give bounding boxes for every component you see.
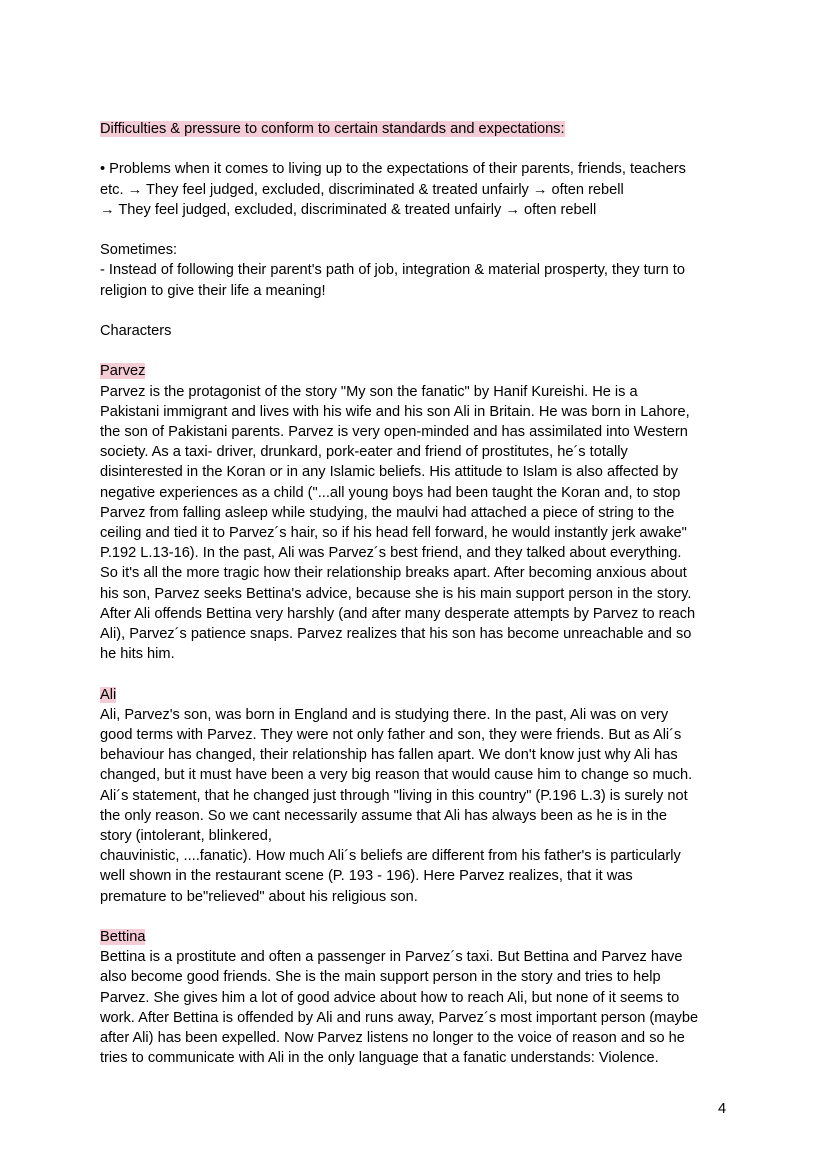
blank-line — [100, 220, 740, 240]
text-line: Bettina is a prostitute and often a passenger in Parvez´s taxi. But Bettina and Parvez have — [100, 949, 683, 966]
character-heading-ali — [100, 685, 740, 705]
blank-line — [100, 301, 740, 321]
text-line: also become good friends. She is the main support person in the story and tries to help — [100, 969, 661, 986]
text-line: tries to communicate with Ali in the only language that a fanatic understands: Violence. — [100, 1050, 659, 1067]
text-line: Parvez from falling asleep while studying, the maulvi had attached a piece of string to the — [100, 504, 675, 521]
character-section-ali — [100, 685, 740, 907]
text-line: → They feel judged, excluded, discriminated & treated unfairly → often rebell — [100, 201, 597, 218]
sometimes-paragraph — [100, 240, 740, 301]
text-line: Ali´s statement, that he changed just through "living in this country" (P.196 L.3) is surely not — [100, 787, 688, 804]
text-line: - Instead of following their parent's path of job, integration & material prosperty, they turn to — [100, 262, 685, 279]
text-line: he hits him. — [100, 646, 175, 663]
text-line: society. As a taxi- driver, drunkard, pork-eater and friend of prostitutes, he´s totally — [100, 444, 628, 461]
text-line: religion to give their life a meaning! — [100, 282, 326, 299]
document-body — [100, 119, 740, 1068]
text-line: Ali, Parvez's son, was born in England and is studying there. In the past, Ali was on very — [100, 706, 669, 723]
text-line: Parvez. She gives him a lot of good advice about how to reach Ali, but none of it seems to — [100, 989, 680, 1006]
character-heading-bettina — [100, 927, 740, 947]
highlighted-heading: Difficulties & pressure to conform to certain standards and expectations: — [100, 121, 565, 137]
section-heading-difficulties — [100, 119, 740, 139]
text-line: Ali), Parvez´s patience snaps. Parvez realizes that his son has become unreachable and so — [100, 626, 692, 643]
text-line: work. After Bettina is offended by Ali and runs away, Parvez´s most important person (maybe — [100, 1009, 699, 1026]
text-line: the only reason. So we cant necessarily assume that Ali has always been as he is in the — [100, 807, 668, 824]
blank-line — [100, 907, 740, 927]
text-line: after Ali) has been expelled. Now Parvez listens no longer to the voice of reason and so he — [100, 1030, 685, 1047]
character-heading-parvez — [100, 361, 740, 381]
text-line: Parvez is the protagonist of the story "My son the fanatic" by Hanif Kureishi. He is a — [100, 383, 638, 400]
text-line: behaviour has changed, their relationship has fallen apart. We don't know just why Ali has — [100, 747, 678, 764]
text-line: After Ali offends Bettina very harshly (and after many desperate attempts by Parvez to reach — [100, 605, 696, 622]
blank-line — [100, 341, 740, 361]
text-line: the son of Pakistani parents. Parvez is very open-minded and has assimilated into Western — [100, 423, 688, 440]
highlighted-heading: Ali — [100, 686, 117, 703]
characters-heading: Characters — [100, 322, 172, 339]
blank-line — [100, 139, 740, 159]
text-line: • Problems when it comes to living up to the expectations of their parents, friends, teachers — [100, 161, 686, 178]
highlighted-heading: Bettina — [100, 929, 146, 946]
character-section-parvez — [100, 361, 740, 664]
text-line: changed, but it must have been a very big reason that would cause him to change so much. — [100, 767, 693, 784]
text-line: good terms with Parvez. They were not only father and son, they were friends. But as Ali´s — [100, 727, 682, 744]
text-line: negative experiences as a child ("...all young boys had been taught the Koran and, to stop — [100, 484, 681, 501]
text-line: ceiling and tied it to Parvez´s hair, so if his head fell forward, he would instantly jerk awake" — [100, 525, 687, 541]
sometimes-label: Sometimes: — [100, 242, 178, 259]
text-line: etc. → They feel judged, excluded, discriminated & treated unfairly → often rebell — [100, 181, 624, 198]
character-section-bettina — [100, 927, 740, 1068]
text-line: P.192 L.13-16). In the past, Ali was Parvez´s best friend, and they talked about everything. — [100, 545, 682, 562]
text-line: So it's all the more tragic how their relationship breaks apart. After becoming anxious about — [100, 565, 687, 582]
highlighted-heading: Parvez — [100, 363, 146, 380]
text-line: chauvinistic, ....fanatic). How much Ali´s beliefs are different from his father's is particularly — [100, 848, 681, 865]
text-line: Pakistani immigrant and lives with his wife and his son Ali in Britain. He was born in Lahore, — [100, 403, 690, 420]
text-line: well shown in the restaurant scene (P. 193 - 196). Here Parvez realizes, that it was — [100, 868, 633, 885]
text-line: premature to be"relieved" about his religious son. — [100, 888, 418, 905]
blank-line — [100, 664, 740, 684]
text-line: disinterested in the Koran or in any Islamic beliefs. His attitude to Islam is also affected by — [100, 464, 679, 481]
page-number: 4 — [718, 1101, 727, 1117]
text-line: his son, Parvez seeks Bettina's advice, because she is his main support person in the story. — [100, 585, 692, 602]
text-line: story (intolerant, blinkered, — [100, 828, 272, 845]
problems-paragraph — [100, 159, 740, 220]
